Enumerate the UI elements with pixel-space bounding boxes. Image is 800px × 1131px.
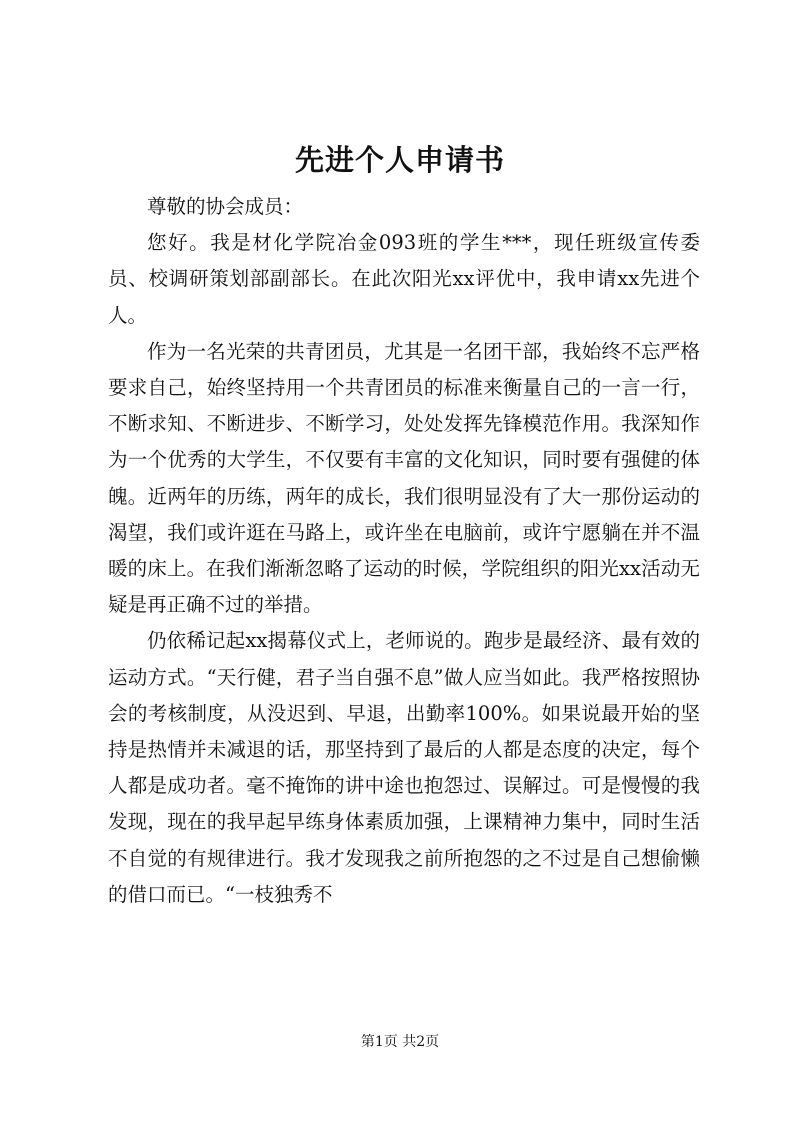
document-title: 先进个人申请书 <box>294 143 505 177</box>
paragraph-motivation: 作为一名光荣的共青团员，尤其是一名团干部，我始终不忘严格要求自己，始终坚持用一个共青团员的标准来衡量自己的一言一行，不断求知、不断进步、不断学习，处处发挥先锋模范作用。我深知作为一个优秀的大学生，不仅要有丰富的文化知识，同时要有强健的体魄。近两年的历练，两年的成长，我们很明显没有了大一那份运动的渴望，我们或许逛在马路上，或许坐在电脑前，或许宁愿躺在并不温暖的床上。在我们渐渐忽略了运动的时候，学院组织的阳光xx活动无疑是再正确不过的举措。 <box>108 339 700 617</box>
paragraph-greeting: 您好。我是材化学院冶金093班的学生***，现任班级宣传委员、校调研策划部副部长。在此次阳光xx评优中，我申请xx先进个人。 <box>108 231 700 327</box>
page-footer: 第1页 共2页 <box>360 1034 440 1050</box>
paragraph-experience: 仍依稀记起xx揭幕仪式上，老师说的。跑步是最经济、最有效的运动方式。“天行健，君子当自强不息”做人应当如此。我严格按照协会的考核制度，从没迟到、早退，出勤率100%。如果说最开始的坚持是热情并未减退的话，那坚持到了最后的人都是态度的决定，每个人都是成功者。毫不掩饰的讲中途也抱怨过、误解过。可是慢慢的我发现，现在的我早起早练身体素质加强，上课精神力集中，同时生活不自觉的有规律进行。我才发现我之前所抱怨的之不过是自己想偷懒的借口而已。“一枝独秀不 <box>108 629 700 906</box>
salutation: 尊敬的协会成员： <box>147 195 304 218</box>
document-body <box>108 189 700 913</box>
